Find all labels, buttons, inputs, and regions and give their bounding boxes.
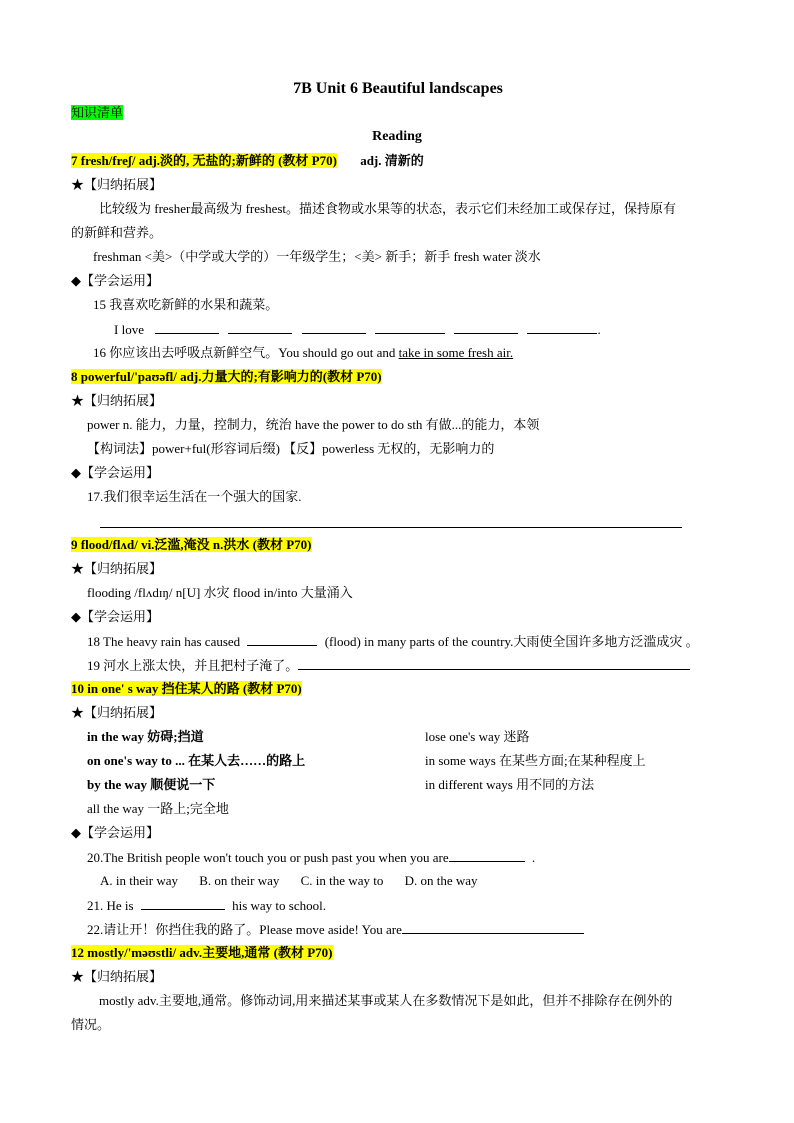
- question-18: [87, 632, 699, 651]
- entry-10-heading: [71, 680, 302, 698]
- entry-9-para-1: flooding /flʌdɪŋ/ n[U] 水灾 flood in/into 大量涌入: [87, 585, 353, 600]
- entry-12-title: 12 mostly/'məʊstli/ adv.主要地,通常 (教材 P70): [71, 945, 333, 960]
- phrase-in-the-way: in the way 妨碍;挡道: [87, 729, 204, 744]
- entry-8-heading: [71, 368, 382, 386]
- phrase-in-different-ways: in different ways 用不同的方法: [425, 777, 595, 792]
- option-b[interactable]: B. on their way: [199, 873, 280, 888]
- entry-9-practice-label: ◆【学会运用】: [71, 609, 159, 624]
- entry-9-title: 9 flood/flʌd/ vi.泛滥,淹没 n.洪水 (教材 P70): [71, 537, 312, 552]
- question-20-options: [100, 872, 496, 890]
- phrase-lose-way: lose one's way 迷路: [425, 729, 530, 744]
- entry-8-expand-label: ★【归纳拓展】: [71, 393, 163, 408]
- section-heading: Reading: [372, 129, 422, 144]
- question-16-text: 16 你应该出去呼吸点新鲜空气。You should go out and: [93, 345, 399, 360]
- entry-12-para-1: mostly adv.主要地,通常。修饰动词,用来描述某事或某人在多数情况下是如此，但并不排除存在例外的: [99, 993, 673, 1008]
- entry-9-heading: [71, 536, 312, 554]
- answer-blank[interactable]: [155, 320, 219, 334]
- question-18-text-2: (flood) in many parts of the country.大雨使全国许多地方泛滥成灾 。: [324, 634, 699, 649]
- answer-blank[interactable]: [402, 920, 584, 934]
- entry-10-practice-label: ◆【学会运用】: [71, 825, 159, 840]
- entry-8-practice-label: ◆【学会运用】: [71, 465, 159, 480]
- entry-7-practice-label: ◆【学会运用】: [71, 273, 159, 288]
- entry-10-title: 10 in one' s way 挡住某人的路 (教材 P70): [71, 681, 302, 696]
- question-18-text: 18 The heavy rain has caused: [87, 634, 241, 649]
- page-title: 7B Unit 6 Beautiful landscapes: [293, 80, 503, 97]
- answer-blank[interactable]: [228, 320, 292, 334]
- entry-8-title: 8 powerful/'paʊəfl/ adj.力量大的;有影响力的(教材 P70): [71, 369, 382, 384]
- question-19: [87, 656, 690, 675]
- question-17: 17.我们很幸运生活在一个强大的国家.: [87, 489, 302, 504]
- answer-blank[interactable]: [298, 656, 690, 670]
- phrase-all-the-way: all the way 一路上;完全地: [87, 801, 229, 816]
- phrase-in-some-ways: in some ways 在某些方面;在某种程度上: [425, 753, 646, 768]
- option-d[interactable]: D. on the way: [404, 873, 478, 888]
- question-21: [87, 896, 326, 915]
- entry-12-heading: [71, 944, 333, 962]
- answer-blank[interactable]: [247, 632, 317, 646]
- entry-7-para-1: 比较级为 fresher最高级为 freshest。描述食物或水果等的状态，表示它们未经加工或保存过，保持原有: [99, 201, 677, 216]
- question-16-answer: take in some fresh air.: [398, 345, 514, 360]
- entry-12-expand-label: ★【归纳拓展】: [71, 969, 163, 984]
- entry-8-para-1: power n. 能力，力量，控制力，统治 have the power to do sth 有做...的能力，本领: [87, 417, 540, 432]
- question-21-text: 21. He is: [87, 898, 134, 913]
- entry-12-para-2: 情况。: [71, 1017, 111, 1032]
- entry-7-para-3: freshman <美>（中学或大学的）一年级学生；<美> 新手；新手 fresh water 淡水: [93, 249, 541, 264]
- answer-blank[interactable]: [449, 848, 525, 862]
- entry-7-expand-label: ★【归纳拓展】: [71, 177, 163, 192]
- question-15-end: .: [597, 322, 601, 337]
- answer-blank[interactable]: [302, 320, 366, 334]
- question-20: [87, 848, 535, 867]
- answer-blank[interactable]: [375, 320, 445, 334]
- entry-8-para-2: 【构词法】power+ful(形容词后缀) 【反】powerless 无权的，无影响力的: [87, 441, 495, 456]
- question-15: 15 我喜欢吃新鲜的水果和蔬菜。: [93, 297, 279, 312]
- entry-7-heading: [71, 152, 424, 170]
- question-15-prompt: I love: [114, 322, 144, 337]
- answer-blank[interactable]: [141, 896, 225, 910]
- entry-7-extra: adj. 清新的: [360, 153, 424, 168]
- option-c[interactable]: C. in the way to: [300, 873, 384, 888]
- question-20-end: .: [531, 850, 536, 865]
- phrase-by-the-way: by the way 顺便说一下: [87, 777, 216, 792]
- knowledge-list-tag: [71, 104, 123, 122]
- answer-blank[interactable]: [527, 320, 597, 334]
- question-22: [87, 920, 584, 939]
- question-21-text-2: his way to school.: [232, 898, 326, 913]
- phrase-on-ones-way: on one's way to ... 在某人去……的路上: [87, 753, 306, 768]
- entry-7-title: 7 fresh/freʃ/ adj.淡的, 无盐的;新鲜的 (教材 P70): [71, 153, 337, 168]
- entry-10-expand-label: ★【归纳拓展】: [71, 705, 163, 720]
- question-22-text: 22.请让开！你挡住我的路了。Please move aside! You are: [87, 922, 402, 937]
- question-19-text: 19 河水上涨太快，并且把村子淹了。: [87, 658, 299, 673]
- question-20-text: 20.The British people won't touch you or push past you when you are: [87, 850, 449, 865]
- answer-blank[interactable]: [454, 320, 518, 334]
- knowledge-list-label: 知识清单: [71, 105, 124, 120]
- entry-9-expand-label: ★【归纳拓展】: [71, 561, 163, 576]
- entry-7-para-2: 的新鲜和营养。: [71, 225, 163, 240]
- question-15-answer: [114, 320, 601, 339]
- question-16: [93, 344, 513, 362]
- answer-line[interactable]: [100, 527, 682, 528]
- option-a[interactable]: A. in their way: [100, 873, 178, 888]
